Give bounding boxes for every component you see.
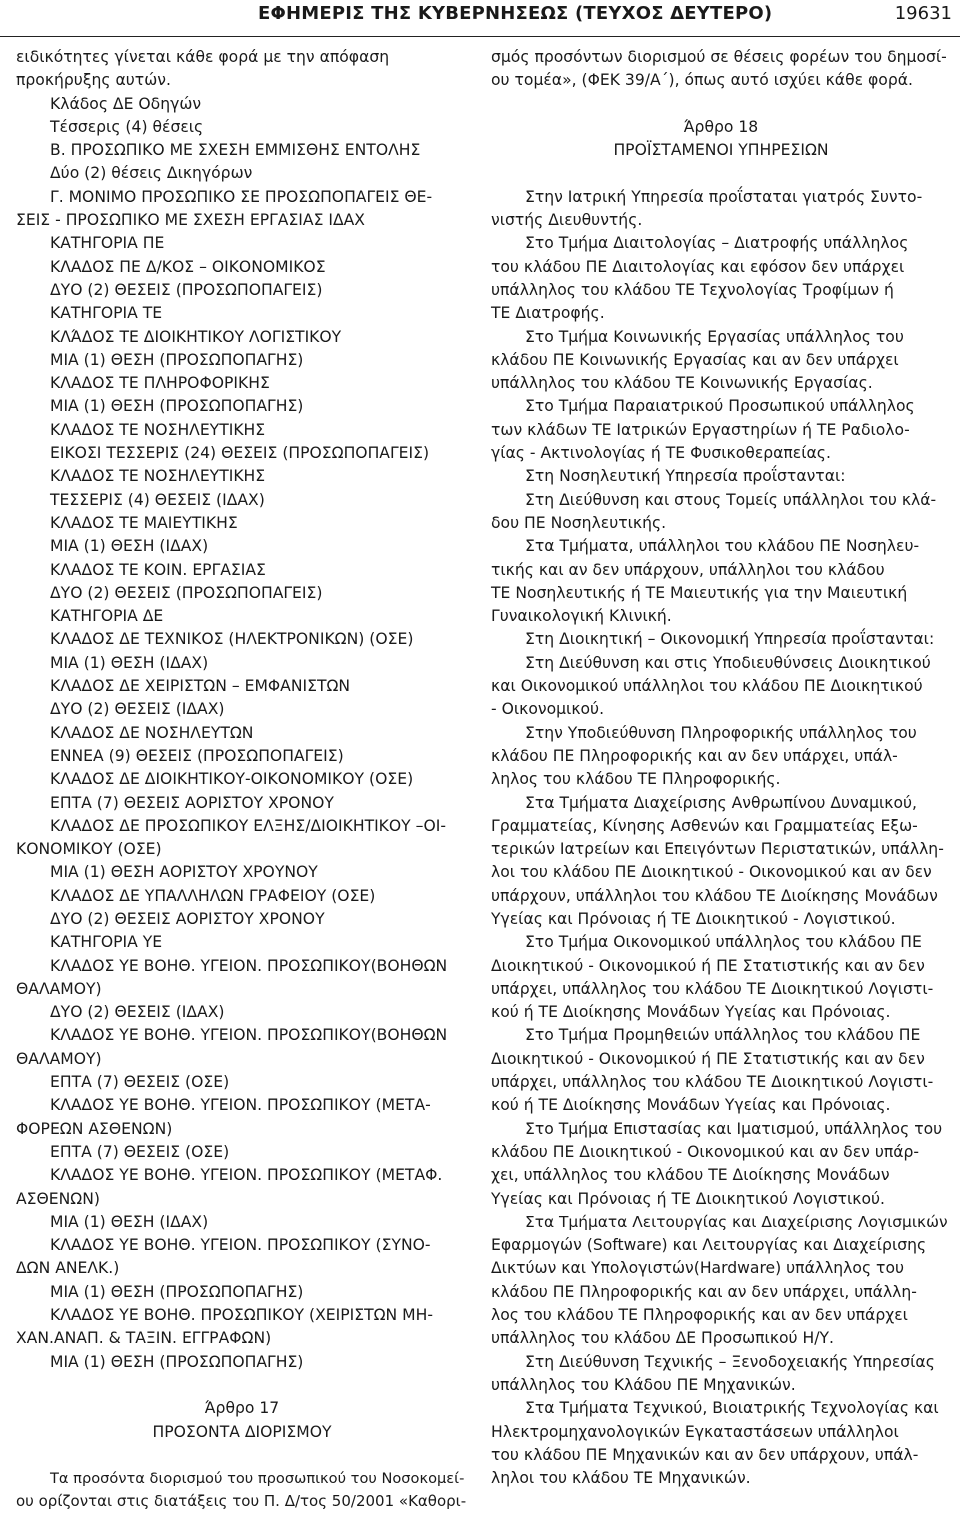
text-line: Στη Διεύθυνση και στις Υποδιευθύνσεις Διοικητικού bbox=[525, 653, 931, 672]
text-line: ΕΠΤΑ (7) ΘΕΣΕΙΣ (ΟΣΕ) bbox=[50, 1073, 230, 1092]
text-line: Στα Τμήματα Λειτουργίας και Διαχείρισης Λογισμικών bbox=[525, 1212, 948, 1231]
text-line: Υγείας και Πρόνοιας ή ΤΕ Διοικητικού - Λογιστικού. bbox=[491, 909, 896, 928]
text-line: Διοικητικού - Οικονομικού ή ΠΕ Στατιστικής και αν δεν bbox=[491, 956, 925, 975]
text-line: ΔΥΟ (2) ΘΕΣΕΙΣ ΑΟΡΙΣΤΟΥ ΧΡΟΝΟΥ bbox=[50, 909, 325, 928]
text-line: ΚΛΑΔΟΣ ΔΕ ΝΟΣΗΛΕΥΤΩΝ bbox=[50, 723, 254, 742]
text-line: ΧΑΝ.ΑΝΑΠ. & ΤΑΞΙΝ. ΕΓΓΡΑΦΩΝ) bbox=[16, 1329, 272, 1348]
text-line: Στο Τμήμα Επιστασίας και Ιματισμού, υπάλληλος του bbox=[525, 1119, 943, 1138]
text-line: ΚΛΑΔΟΣ ΤΕ ΜΑΙΕΥΤΙΚΗΣ bbox=[50, 513, 238, 532]
text-line: ΜΙΑ (1) ΘΕΣΗ (ΠΡΟΣΩΠΟΠΑΓΗΣ) bbox=[50, 1352, 304, 1371]
right-column bbox=[491, 46, 951, 1490]
text-line: ΚΛΑΔΟΣ ΥΕ ΒΟΗΘ. ΥΓΕΙΟΝ. ΠΡΟΣΩΠΙΚΟΥ (ΣΥΝΟ- bbox=[50, 1236, 431, 1255]
text-line: Στο Τμήμα Προμηθειών υπάλληλος του κλάδου ΠΕ bbox=[525, 1026, 921, 1045]
text-line: υπάρχει, υπάλληλος του κλάδου ΤΕ Διοικητικού Λογιστι- bbox=[491, 979, 934, 998]
text-line: γίας - Ακτινολογίας ή ΤΕ Φυσικοθεραπείας. bbox=[491, 444, 831, 463]
text-line: ΚΛΆΔΟΣ ΤΕ ΔΙΟΙΚΗΤΙΚΟΥ ΛΟΓΙΣΤΙΚΟΥ bbox=[50, 327, 342, 346]
text-line: υπάρχει, υπάλληλος του κλάδου ΤΕ Διοικητικού Λογιστι- bbox=[491, 1073, 934, 1092]
text-line: κλάδου ΠΕ Κοινωνικής Εργασίας και αν δεν υπάρχει bbox=[491, 350, 899, 369]
text-line: τερικών Ιατρείων και Επειγόντων Περιστατικών, υπάλλη- bbox=[491, 840, 944, 859]
text-line: Γραμματείας, Κίνησης Ασθενών και Γραμματείας Εξω- bbox=[491, 816, 918, 835]
text-line: σμός προσόντων διορισμού σε θέσεις φορέων του δημοσί- bbox=[491, 48, 947, 66]
text-line: ΕΝΝΕΑ (9) ΘΕΣΕΙΣ (ΠΡΟΣΩΠΟΠΑΓΕΙΣ) bbox=[50, 746, 344, 765]
text-line: ΚΛΑΔΟΣ ΥΕ ΒΟΗΘ. ΥΓΕΙΟΝ. ΠΡΟΣΩΠΙΚΟΥ(ΒΟΗΘΩΝ bbox=[50, 956, 448, 975]
text-line: ΑΣΘΕΝΩΝ) bbox=[16, 1189, 100, 1208]
text-line: χει, υπάλληλος του κλάδου ΤΕ Διοίκησης Μονάδων bbox=[491, 1166, 890, 1185]
text-line: Δύο (2) θέσεις Δικηγόρων bbox=[50, 164, 253, 183]
left-column bbox=[16, 46, 468, 1514]
text-line: Στη Νοσηλευτική Υπηρεσία προΐστανται: bbox=[525, 467, 846, 486]
text-line: Στα Τμήματα Διαχείρισης Ανθρωπίνου Δυναμικού, bbox=[525, 793, 917, 812]
text-line: λος του κλάδου ΤΕ Πληροφορικής και αν δεν υπάρχει bbox=[491, 1306, 908, 1325]
text-line: ΕΙΚΟΣΙ ΤΕΣΣΕΡΙΣ (24) ΘΕΣΕΙΣ (ΠΡΟΣΩΠΟΠΑΓΕΙΣ) bbox=[50, 444, 430, 463]
text-line: Στη Διεύθυνση Τεχνικής – Ξενοδοχειακής Υπηρεσίας bbox=[525, 1352, 935, 1371]
text-line: Εφαρμογών (Software) και Λειτουργίας και Διαχείρισης bbox=[491, 1236, 927, 1255]
text-line: ΚΛΑΔΟΣ ΥΕ ΒΟΗΘ. ΥΓΕΙΟΝ. ΠΡΟΣΩΠΙΚΟΥ (ΜΕΤΑ- bbox=[50, 1096, 431, 1115]
text-line: ΕΠΤΑ (7) ΘΕΣΕΙΣ (ΟΣΕ) bbox=[50, 1142, 230, 1161]
text-line: κού ή ΤΕ Διοίκησης Μονάδων Υγείας και Πρόνοιας. bbox=[491, 1096, 891, 1115]
text-line: ΚΑΤΗΓΟΡΙΑ ΤΕ bbox=[50, 304, 163, 323]
text-line: ληλοι του κλάδου ΤΕ Μηχανικών. bbox=[491, 1469, 751, 1488]
text-line: υπάλληλος του κλάδου ΔΕ Προσωπικού Η/Υ. bbox=[491, 1329, 834, 1348]
text-line: Δικτύων και Υπολογιστών(Hardware) υπάλληλος του bbox=[491, 1259, 905, 1278]
text-line: ΜΙΑ (1) ΘΕΣΗ (ΠΡΟΣΩΠΟΠΑΓΗΣ) bbox=[50, 1282, 304, 1301]
text-line: Τέσσερις (4) θέσεις bbox=[50, 117, 204, 136]
text-line: του κλάδου ΠΕ Διαιτολογίας και εφόσον δεν υπάρχει bbox=[491, 257, 905, 276]
text-line: ΔΥΟ (2) ΘΕΣΕΙΣ (ΙΔΑΧ) bbox=[50, 1003, 225, 1022]
text-line: λοι του κλάδου ΠΕ Διοικητικού - Οικονομικού και αν δεν bbox=[491, 863, 932, 882]
text-line: Β. ΠΡΟΣΩΠΙΚΟ ΜΕ ΣΧΕΣΗ ΕΜΜΙΣΘΗΣ ΕΝΤΟΛΗΣ bbox=[50, 141, 421, 160]
text-line: ΚΛΑΔΟΣ ΔΕ ΔΙΟΙΚΗΤΙΚΟΥ-ΟΙΚΟΝΟΜΙΚΟΥ (ΟΣΕ) bbox=[50, 770, 414, 789]
text-line: υπάλληλος του Κλάδου ΠΕ Μηχανικών. bbox=[491, 1375, 796, 1394]
text-line: Στην Υποδιεύθυνση Πληροφορικής υπάλληλος του bbox=[525, 723, 917, 742]
text-line bbox=[491, 93, 951, 116]
text-line: Στα Τμήματα, υπάλληλοι του κλάδου ΠΕ Νοσηλευ- bbox=[525, 537, 920, 556]
text-line: τικής και αν δεν υπάρχουν, υπάλληλοι του κλάδου bbox=[491, 560, 885, 579]
text-line: ΚΛΑΔΟΣ ΤΕ ΝΟΣΗΛΕΥΤΙΚΗΣ bbox=[50, 467, 266, 486]
text-line: ΜΙΑ (1) ΘΕΣΗ (ΠΡΟΣΩΠΟΠΑΓΗΣ) bbox=[50, 350, 304, 369]
text-line: των κλάδων ΤΕ Ιατρικών Εργαστηρίων ή ΤΕ Ραδιολο- bbox=[491, 420, 910, 439]
text-line bbox=[491, 162, 951, 185]
text-line: Γ. ΜΟΝΙΜΟ ΠΡΟΣΩΠΙΚΟ ΣΕ ΠΡΟΣΩΠΟΠΑΓΕΙΣ ΘΕ- bbox=[50, 187, 433, 206]
text-line: ΚΟΝΟΜΙΚΟΥ (ΟΣΕ) bbox=[16, 840, 162, 859]
text-line: - Οικονομικού. bbox=[491, 700, 605, 719]
text-line: και Οικονομικού υπάλληλοι του κλάδου ΠΕ Διοικητικού bbox=[491, 677, 923, 696]
text-line: ΘΑΛΑΜΟΥ) bbox=[16, 979, 102, 998]
text-line: ΔΥΟ (2) ΘΕΣΕΙΣ (ΠΡΟΣΩΠΟΠΑΓΕΙΣ) bbox=[50, 583, 323, 602]
text-line: ου ορίζονται στις διατάξεις του Π. Δ/τος 50/2001 «Καθορι- bbox=[16, 1492, 467, 1511]
text-line: ΚΑΤΗΓΟΡΙΑ ΠΕ bbox=[50, 234, 165, 253]
text-line: ειδικότητες γίνεται κάθε φορά με την απόφαση bbox=[16, 48, 390, 66]
text-line: ΤΕ Νοσηλευτικής ή ΤΕ Μαιευτικής για την Μαιευτική bbox=[491, 583, 908, 602]
text-line: ΘΑΛΑΜΟΥ) bbox=[16, 1049, 102, 1068]
text-line: του κλάδου ΠΕ Μηχανικών και αν δεν υπάρχουν, υπάλ- bbox=[491, 1445, 919, 1464]
text-line: ΚΛΑΔΟΣ ΔΕ ΠΡΟΣΩΠΙΚΟΥ ΕΛΞΗΣ/ΔΙΟΙΚΗΤΙΚΟΥ –ΟΙ- bbox=[50, 816, 446, 835]
text-line: ΦΟΡΕΩΝ ΑΣΘΕΝΩΝ) bbox=[16, 1119, 173, 1138]
text-line: Γυναικολογική Κλινική. bbox=[491, 607, 672, 626]
text-line bbox=[16, 1374, 468, 1397]
text-line: Στο Τμήμα Παραιατρικού Προσωπικού υπάλληλος bbox=[525, 397, 915, 416]
text-line: Διοικητικού - Οικονομικού ή ΠΕ Στατιστικής και αν δεν bbox=[491, 1049, 925, 1068]
text-line: ΚΛΑΔΟΣ ΔΕ ΤΕΧΝΙΚΟΣ (ΗΛΕΚΤΡΟΝΙΚΩΝ) (ΟΣΕ) bbox=[50, 630, 414, 649]
text-line: Υγείας και Πρόνοιας ή ΤΕ Διοικητικού Λογιστικού. bbox=[491, 1189, 885, 1208]
text-line: ληλος του κλάδου ΤΕ Πληροφορικής. bbox=[491, 770, 781, 789]
text-line: Κλάδος ΔΕ Οδηγών bbox=[50, 94, 202, 113]
text-line: ΜΙΑ (1) ΘΕΣΗ (ΙΔΑΧ) bbox=[50, 537, 209, 556]
article-heading-line: ΠΡΟΪΣΤΑΜΕΝΟΙ ΥΠΗΡΕΣΙΩΝ bbox=[613, 141, 829, 160]
text-line: υπάλληλος του κλάδου ΤΕ Τεχνολογίας Τροφίμων ή bbox=[491, 280, 894, 299]
text-line: Στη Διοικητική – Οικονομική Υπηρεσία προΐστανται: bbox=[525, 630, 935, 649]
text-line: ΚΛΑΔΟΣ ΤΕ ΝΟΣΗΛΕΥΤΙΚΗΣ bbox=[50, 420, 266, 439]
text-line: κλάδου ΠΕ Διοικητικού - Οικονομικού και αν δεν υπάρ- bbox=[491, 1142, 920, 1161]
text-line: κλάδου ΠΕ Πληροφορικής και αν δεν υπάρχει, υπάλλη- bbox=[491, 1282, 917, 1301]
text-line: ΤΕΣΣΕΡΙΣ (4) ΘΕΣΕΙΣ (ΙΔΑΧ) bbox=[50, 490, 265, 509]
text-line: ΚΛΑΔΟΣ ΥΕ ΒΟΗΘ. ΠΡΟΣΩΠΙΚΟΥ (ΧΕΙΡΙΣΤΩΝ ΜΗ- bbox=[50, 1306, 433, 1325]
text-line: Τα προσόντα διορισμού του προσωπικού του Νοσοκομεί- bbox=[50, 1470, 465, 1488]
text-line: Στο Τμήμα Οικονομικού υπάλληλος του κλάδου ΠΕ bbox=[525, 933, 922, 952]
text-line: ΔΥΟ (2) ΘΕΣΕΙΣ (ΠΡΟΣΩΠΟΠΑΓΕΙΣ) bbox=[50, 280, 323, 299]
text-line: ου τομέα», (ΦΕΚ 39/Α΄), όπως αυτό ισχύει κάθε φορά. bbox=[491, 71, 913, 90]
text-line: δου ΠΕ Νοσηλευτικής. bbox=[491, 513, 667, 532]
text-line: Στο Τμήμα Διαιτολογίας – Διατροφής υπάλληλος bbox=[525, 234, 909, 253]
text-line: ΣΕΙΣ - ΠΡΟΣΩΠΙΚΟ ΜΕ ΣΧΕΣΗ ΕΡΓΑΣΙΑΣ ΙΔΑΧ bbox=[16, 211, 365, 230]
text-line: Στη Διεύθυνση και στους Τομείς υπάλληλοι του κλά- bbox=[525, 490, 937, 509]
article-heading-line: Άρθρο 18 bbox=[683, 117, 759, 136]
page-header bbox=[0, 0, 960, 37]
text-line: ΚΛΑΔΟΣ ΥΕ ΒΟΗΘ. ΥΓΕΙΟΝ. ΠΡΟΣΩΠΙΚΟΥ (ΜΕΤΑΦ. bbox=[50, 1166, 443, 1185]
text-line: ΚΛΑΔΟΣ ΥΕ ΒΟΗΘ. ΥΓΕΙΟΝ. ΠΡΟΣΩΠΙΚΟΥ(ΒΟΗΘΩΝ bbox=[50, 1026, 448, 1045]
text-line: Στο Τμήμα Κοινωνικής Εργασίας υπάλληλος του bbox=[525, 327, 904, 346]
text-line: ΚΛΑΔΟΣ ΤΕ ΠΛΗΡΟΦΟΡΙΚΗΣ bbox=[50, 374, 270, 393]
text-line: ΔΩΝ ΑΝΕΛΚ.) bbox=[16, 1259, 120, 1278]
text-line: ΚΛΑΔΟΣ ΔΕ ΧΕΙΡΙΣΤΩΝ – ΕΜΦΑΝΙΣΤΩΝ bbox=[50, 677, 351, 696]
text-line: Στην Ιατρική Υπηρεσία προΐσταται γιατρός Συντο- bbox=[525, 187, 923, 206]
text-line: ΜΙΑ (1) ΘΕΣΗ ΑΟΡΙΣΤΟΥ ΧΡΟΥΝΟΥ bbox=[50, 863, 318, 882]
text-line: ΚΛΑΔΟΣ ΤΕ ΚΟΙΝ. ΕΡΓΑΣΙΑΣ bbox=[50, 560, 266, 579]
text-line: ΔΥΟ (2) ΘΕΣΕΙΣ (ΙΔΑΧ) bbox=[50, 700, 225, 719]
text-line: υπάρχουν, υπάλληλοι του κλάδου ΤΕ Διοίκησης Μονάδων bbox=[491, 886, 938, 905]
text-line: ΚΑΤΗΓΟΡΙΑ ΥΕ bbox=[50, 933, 163, 952]
page-number: 19631 bbox=[894, 3, 952, 24]
text-line: ΤΕ Διατροφής. bbox=[491, 304, 605, 323]
text-line: ΚΑΤΗΓΟΡΙΑ ΔΕ bbox=[50, 607, 164, 626]
gazette-title: ΕΦΗΜΕΡΙΣ ΤΗΣ ΚΥΒΕΡΝΗΣΕΩΣ (ΤΕΥΧΟΣ ΔΕΥΤΕΡΟ) bbox=[258, 3, 773, 24]
text-line: νιστής Διευθυντής. bbox=[491, 211, 643, 230]
text-line: προκήρυξης αυτών. bbox=[16, 71, 171, 90]
text-line: κλάδου ΠΕ Πληροφορικής και αν δεν υπάρχει, υπάλ- bbox=[491, 746, 898, 765]
text-line: ΜΙΑ (1) ΘΕΣΗ (ΙΔΑΧ) bbox=[50, 653, 209, 672]
text-line: ΚΛΑΔΟΣ ΠΕ Δ/ΚΟΣ – ΟΙΚΟΝΟΜΙΚΟΣ bbox=[50, 257, 326, 276]
text-line: υπάλληλος του κλάδου ΤΕ Κοινωνικής Εργασίας. bbox=[491, 374, 873, 393]
text-line: ΕΠΤΑ (7) ΘΕΣΕΙΣ ΑΟΡΙΣΤΟΥ ΧΡΟΝΟΥ bbox=[50, 793, 334, 812]
article-heading-line: ΠΡΟΣΟΝΤΑ ΔΙΟΡΙΣΜΟΥ bbox=[152, 1422, 332, 1441]
text-line: κού ή ΤΕ Διοίκησης Μονάδων Υγείας και Πρόνοιας. bbox=[491, 1003, 891, 1022]
text-line: Στα Τμήματα Τεχνικού, Βιοιατρικής Τεχνολογίας και bbox=[525, 1399, 939, 1418]
text-line: ΜΙΑ (1) ΘΕΣΗ (ΙΔΑΧ) bbox=[50, 1212, 209, 1231]
article-heading-line: Άρθρο 17 bbox=[204, 1399, 280, 1418]
text-line: ΜΙΑ (1) ΘΕΣΗ (ΠΡΟΣΩΠΟΠΑΓΗΣ) bbox=[50, 397, 304, 416]
text-line bbox=[16, 1444, 468, 1467]
text-line: Ηλεκτρομηχανολογικών Εγκαταστάσεων υπάλληλοι bbox=[491, 1422, 899, 1441]
text-line: ΚΛΑΔΟΣ ΔΕ ΥΠΑΛΛΗΛΩΝ ΓΡΑΦΕΙΟΥ (ΟΣΕ) bbox=[50, 886, 376, 905]
